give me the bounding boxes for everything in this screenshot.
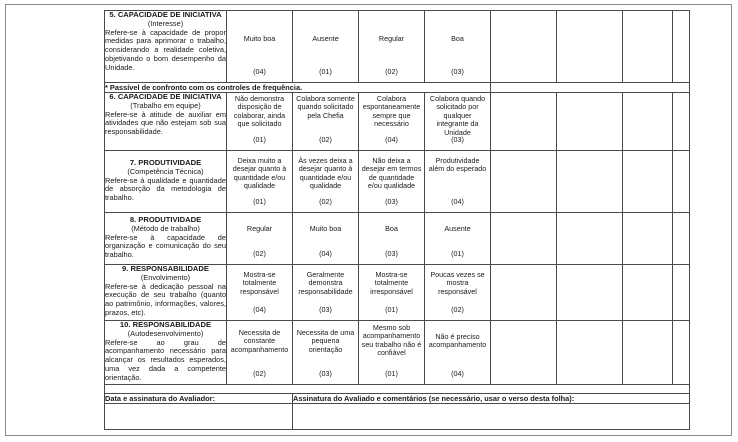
option-score: (02) bbox=[319, 197, 332, 206]
option-label: Não é preciso acompanhamento bbox=[428, 332, 487, 350]
option-score: (01) bbox=[253, 135, 266, 144]
blank-cell bbox=[673, 213, 690, 265]
option-score: (01) bbox=[385, 305, 398, 314]
option-score: (03) bbox=[385, 249, 398, 258]
option-score: (04) bbox=[385, 135, 398, 144]
option-score: (03) bbox=[451, 135, 464, 144]
blank-cell bbox=[673, 151, 690, 213]
evaluation-form-table bbox=[104, 10, 690, 430]
blank-cell bbox=[491, 11, 557, 83]
option-label: Muito boa bbox=[243, 34, 276, 43]
option-score: (02) bbox=[253, 369, 266, 378]
option-label: Necessita de constante acompanhamento bbox=[230, 328, 289, 354]
option-label: Muito boa bbox=[309, 224, 342, 233]
criterion-description: Refere-se à capacidade de organização e comunicação do seu trabalho. bbox=[105, 232, 226, 260]
blank-cell bbox=[623, 11, 673, 83]
blank-cell bbox=[673, 93, 690, 151]
blank-cell bbox=[623, 265, 673, 321]
blank-cell bbox=[673, 321, 690, 385]
blank-cell bbox=[557, 265, 623, 321]
criterion-subtitle: (Trabalho em equipe) bbox=[130, 100, 201, 110]
option-label: Boa bbox=[385, 224, 398, 233]
evaluator-signature-field[interactable] bbox=[105, 404, 293, 430]
option-score: (02) bbox=[253, 249, 266, 258]
note-row bbox=[105, 83, 690, 93]
option-cell[interactable] bbox=[359, 11, 425, 83]
option-score: (02) bbox=[319, 135, 332, 144]
option-label: Ausente bbox=[444, 224, 471, 233]
criterion-description: Refere-se à capacidade de propor medidas para aprimorar o trabalho, considerando a realidade coletiva, objetivando o bom desempenho da Unidade. bbox=[105, 27, 226, 72]
option-cell[interactable] bbox=[359, 265, 425, 321]
criterion-subtitle: (Autodesenvolvimento) bbox=[127, 328, 204, 338]
signature-field-row bbox=[105, 404, 690, 430]
option-cell[interactable] bbox=[293, 265, 359, 321]
option-cell[interactable] bbox=[227, 93, 293, 151]
criterion-subtitle: (Método de trabalho) bbox=[131, 223, 200, 233]
criterion-cell-5 bbox=[105, 11, 227, 83]
signature-header-row bbox=[105, 394, 690, 404]
option-cell[interactable] bbox=[425, 11, 491, 83]
option-cell[interactable] bbox=[293, 93, 359, 151]
criterion-description: Refere-se ao grau de acompanhamento necessário para alcançar os resultados esperados, uma vez dada a competente orientação. bbox=[105, 337, 226, 382]
blank-cell bbox=[623, 321, 673, 385]
option-cell[interactable] bbox=[293, 321, 359, 385]
criterion-title: RESPONSABILIDADE bbox=[132, 320, 212, 329]
option-cell[interactable] bbox=[227, 265, 293, 321]
option-label: Necessita de uma pequena orientação bbox=[296, 328, 355, 354]
criterion-row-5 bbox=[105, 11, 690, 83]
option-label: Não demonstra disposição de colaborar, ainda que solicitado bbox=[233, 94, 286, 129]
blank-cell bbox=[623, 213, 673, 265]
evaluated-signature-label: Assinatura do Avaliado e comentários (se necessário, usar o verso desta folha): bbox=[293, 394, 690, 404]
blank-cell bbox=[557, 11, 623, 83]
option-cell[interactable] bbox=[293, 151, 359, 213]
option-score: (03) bbox=[319, 369, 332, 378]
option-cell[interactable] bbox=[425, 93, 491, 151]
blank-cell bbox=[491, 265, 557, 321]
note-gap bbox=[491, 83, 690, 93]
criterion-title: CAPACIDADE DE INICIATIVA bbox=[117, 10, 222, 19]
option-label: Colabora somente quando solicitado pela Chefia bbox=[296, 94, 355, 120]
option-label: Não deixa a desejar em termos de quantidade e/ou qualidade bbox=[361, 156, 422, 191]
blank-cell bbox=[623, 151, 673, 213]
option-label: Poucas vezes se mostra responsável bbox=[430, 270, 485, 296]
option-label: Mostra-se totalmente responsável bbox=[240, 270, 279, 296]
option-label: Colabora quando solicitado por qualquer integrante da Unidade bbox=[429, 94, 486, 137]
option-label: Produtividade além do esperado bbox=[428, 156, 487, 174]
option-score: (02) bbox=[385, 67, 398, 76]
option-label: Deixa muito a desejar quanto à quantidade e/ou qualidade bbox=[232, 156, 287, 191]
option-score: (03) bbox=[385, 197, 398, 206]
criterion-title: RESPONSABILIDADE bbox=[130, 264, 209, 273]
criterion-row-10 bbox=[105, 321, 690, 385]
option-cell[interactable] bbox=[359, 321, 425, 385]
option-score: (01) bbox=[385, 369, 398, 378]
option-cell[interactable] bbox=[227, 213, 293, 265]
criterion-row-8 bbox=[105, 213, 690, 265]
option-label: Colabora espontaneamente sempre que necessário bbox=[362, 94, 421, 129]
criterion-row-9 bbox=[105, 265, 690, 321]
criterion-description: Refere-se à atitude de auxiliar em atividades que não estejam sob sua responsabilidade. bbox=[105, 109, 226, 137]
criterion-title: CAPACIDADE DE INICIATIVA bbox=[117, 92, 222, 101]
option-cell[interactable] bbox=[425, 213, 491, 265]
evaluator-signature-label: Data e assinatura do Avaliador: bbox=[105, 394, 293, 404]
criterion-row-7 bbox=[105, 151, 690, 213]
option-score: (04) bbox=[253, 67, 266, 76]
criterion-number: 6. bbox=[109, 92, 116, 101]
option-cell[interactable] bbox=[227, 151, 293, 213]
criterion-title: PRODUTIVIDADE bbox=[138, 158, 202, 167]
blank-cell bbox=[491, 93, 557, 151]
option-cell[interactable] bbox=[425, 265, 491, 321]
evaluated-signature-field[interactable] bbox=[293, 404, 690, 430]
criterion-cell-6 bbox=[105, 93, 227, 151]
option-label: Geralmente demonstra responsabilidade bbox=[298, 270, 353, 296]
option-score: (03) bbox=[451, 67, 464, 76]
option-cell[interactable] bbox=[359, 93, 425, 151]
criterion-number: 5. bbox=[109, 10, 116, 19]
option-cell[interactable] bbox=[359, 213, 425, 265]
option-score: (04) bbox=[319, 249, 332, 258]
criterion-title: PRODUTIVIDADE bbox=[138, 215, 202, 224]
blank-cell bbox=[557, 151, 623, 213]
option-score: (04) bbox=[451, 197, 464, 206]
blank-cell bbox=[491, 321, 557, 385]
option-label: Mostra-se totalmente irresponsável bbox=[370, 270, 413, 296]
option-cell[interactable] bbox=[227, 321, 293, 385]
option-label: Boa bbox=[451, 34, 464, 43]
blank-cell bbox=[491, 213, 557, 265]
option-cell[interactable] bbox=[425, 151, 491, 213]
criterion-number: 9. bbox=[122, 264, 129, 273]
option-cell[interactable] bbox=[293, 213, 359, 265]
option-score: (01) bbox=[319, 67, 332, 76]
option-score: (04) bbox=[253, 305, 266, 314]
criterion-cell-10 bbox=[105, 321, 227, 385]
criterion-number: 7. bbox=[129, 158, 137, 167]
criterion-number: 8. bbox=[129, 215, 137, 224]
option-cell[interactable] bbox=[425, 321, 491, 385]
blank-cell bbox=[557, 321, 623, 385]
criterion-subtitle: (Envolvimento) bbox=[140, 272, 191, 282]
frequency-note: * Passível de confronto com os controles de frequência. bbox=[105, 83, 491, 93]
spacer-row bbox=[105, 385, 690, 394]
criterion-subtitle: (Interesse) bbox=[147, 18, 184, 28]
option-score: (01) bbox=[253, 197, 266, 206]
criterion-description: Refere-se à dedicação pessoal na execução de seu trabalho (quanto ao patrimônio, informações, valores, prazos, etc). bbox=[105, 281, 226, 317]
criterion-cell-7 bbox=[105, 151, 227, 213]
option-score: (02) bbox=[451, 305, 464, 314]
blank-cell bbox=[673, 11, 690, 83]
criterion-cell-9 bbox=[105, 265, 227, 321]
blank-cell bbox=[557, 93, 623, 151]
option-label: Às vezes deixa a desejar quanto à quantidade e/ou qualidade bbox=[298, 156, 353, 191]
criterion-subtitle: (Competência Técnica) bbox=[127, 166, 204, 176]
criterion-number: 10. bbox=[119, 320, 131, 329]
option-label: Mesmo sob acompanhamento seu trabalho não é confiável bbox=[361, 323, 422, 358]
blank-cell bbox=[623, 93, 673, 151]
option-score: (03) bbox=[319, 305, 332, 314]
spacer-cell bbox=[105, 385, 690, 394]
criterion-row-6 bbox=[105, 93, 690, 151]
option-score: (04) bbox=[451, 369, 464, 378]
option-cell[interactable] bbox=[293, 11, 359, 83]
blank-cell bbox=[673, 265, 690, 321]
criterion-description: Refere-se à qualidade e quantidade de absorção da metodologia de trabalho. bbox=[105, 175, 226, 203]
option-label: Ausente bbox=[312, 34, 339, 43]
criterion-cell-8 bbox=[105, 213, 227, 265]
blank-cell bbox=[491, 151, 557, 213]
option-cell[interactable] bbox=[359, 151, 425, 213]
option-label: Regular bbox=[378, 34, 405, 43]
option-cell[interactable] bbox=[227, 11, 293, 83]
option-label: Regular bbox=[246, 224, 273, 233]
option-score: (01) bbox=[451, 249, 464, 258]
blank-cell bbox=[557, 213, 623, 265]
